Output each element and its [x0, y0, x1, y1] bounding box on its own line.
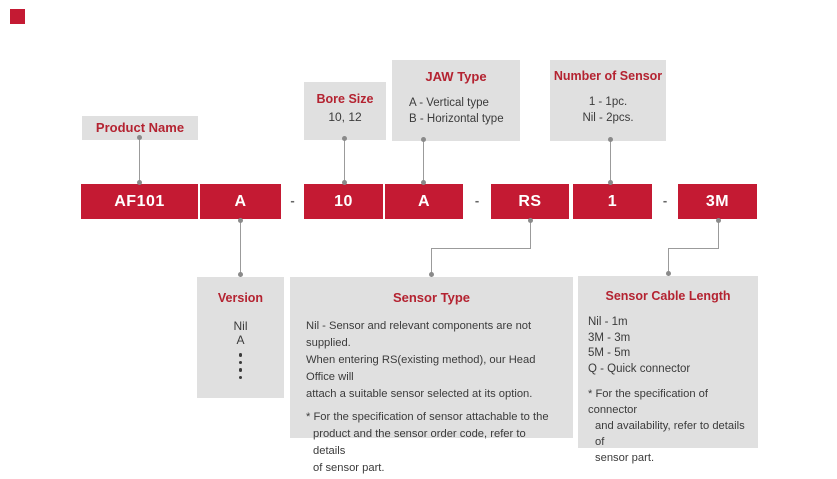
connector-dot: [528, 218, 533, 223]
connector-dot: [137, 180, 142, 185]
code-segment-jaw: A: [385, 184, 463, 219]
jaw-type-panel: [392, 60, 520, 141]
connector-line: [431, 248, 531, 249]
code-segment-sensor-count: 1: [573, 184, 652, 219]
code-segment-cable: 3M: [678, 184, 757, 219]
connector-dot: [608, 180, 613, 185]
section-bullet-icon: [10, 9, 25, 24]
bore-size-title: Bore Size: [316, 92, 374, 106]
sensor-type-panel: [290, 277, 573, 474]
code-separator: -: [662, 193, 668, 208]
jaw-type-option: A - Vertical type: [409, 97, 489, 109]
connector-line: [668, 248, 719, 249]
connector-dot: [421, 180, 426, 185]
code-separator: -: [474, 193, 480, 208]
bore-size-panel: [304, 82, 386, 140]
connector-line: [718, 219, 719, 248]
connector-dot: [716, 218, 721, 223]
number-of-sensor-title: Number of Sensor: [553, 69, 663, 83]
code-segment-sensor-type: RS: [491, 184, 569, 219]
version-option: A: [236, 333, 245, 347]
sensor-type-note: * For the specification of sensor attachable to the product and the sensor order code, refer to details of sensor part.: [306, 411, 549, 474]
code-separator: -: [290, 193, 295, 208]
connector-dot: [137, 135, 142, 140]
connector-line: [530, 219, 531, 248]
ellipsis-dots-icon: [197, 353, 284, 379]
jaw-type-title: JAW Type: [425, 69, 487, 84]
sensor-cable-length-panel: [578, 276, 758, 464]
number-of-sensor-option: Nil - 2pcs.: [582, 112, 634, 124]
version-panel: [197, 277, 284, 398]
code-segment-bore: 10: [304, 184, 383, 219]
bore-size-values: 10, 12: [328, 110, 362, 124]
connector-dot: [342, 180, 347, 185]
connector-line: [240, 219, 241, 277]
sensor-cable-length-note: * For the specification of connector and availability, refer to details of sensor part.: [588, 387, 745, 464]
product-name-title: Product Name: [95, 120, 185, 135]
connector-line: [423, 139, 424, 184]
code-segment-version: A: [200, 184, 281, 219]
connector-line: [344, 138, 345, 184]
connector-dot: [238, 218, 243, 223]
number-of-sensor-option: 1 - 1pc.: [588, 96, 628, 108]
sensor-type-description: Nil - Sensor and relevant components are not supplied. When entering RS(existing method), our Head Office will attach a suitable sensor selected at its option.: [306, 320, 536, 400]
connector-dot: [608, 137, 613, 142]
connector-line: [139, 139, 140, 184]
number-of-sensor-panel: [550, 60, 666, 141]
sensor-type-title: Sensor Type: [392, 290, 471, 305]
version-option: Nil: [233, 319, 248, 333]
code-segment-product: AF101: [81, 184, 198, 219]
version-title: Version: [217, 291, 264, 305]
sensor-cable-length-options: Nil - 1m 3M - 3m 5M - 5m Q - Quick connector: [588, 316, 691, 376]
jaw-type-option: B - Horizontal type: [409, 113, 504, 125]
connector-line: [610, 139, 611, 184]
sensor-cable-length-title: Sensor Cable Length: [605, 289, 731, 303]
connector-dot: [342, 136, 347, 141]
connector-dot: [421, 137, 426, 142]
